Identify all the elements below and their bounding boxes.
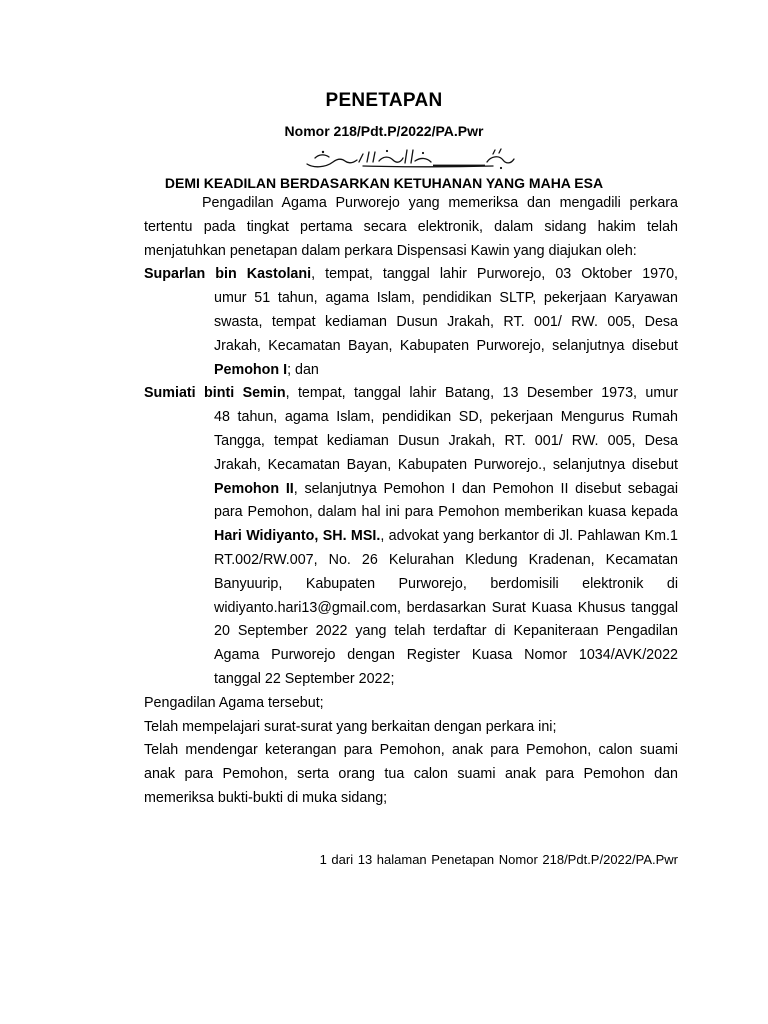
basmalah-calligraphy-icon: [303, 144, 518, 172]
party-1-rest: umur 51 tahun, agama Islam, pendidikan SLTP, pekerjaan Karyawan swasta, tempat kediaman Dusun Jrakah, RT. 001/ RW. 005, Desa Jrakah, Kecamatan Bayan, Kabupaten Purworejo, selanjutnya disebut: [214, 290, 678, 354]
party-2-name: Sumiati binti Semin: [144, 385, 286, 402]
party-2-rest-c: , advokat yang berkantor di Jl. Pahlawan Km.1 RT.002/RW.007, No. 26 Kelurahan Kledung Kradenan, Kecamatan Banyuurip, Kabupaten Purworejo, berdomisili elektronik di widiyanto.hari13@gmail.com, berdasarkan Surat Kuasa Khusus tanggal 20 September 2022 yang telah terdaftar di Kepaniteraan Pengadilan Agama Purworejo dengan Register Kuasa Nomor 1034/AVK/2022 tanggal 22 September 2022;: [214, 528, 678, 687]
heard-line: Telah mendengar keterangan para Pemohon, anak para Pemohon, calon suami anak para Pemohon, serta orang tua calon suami anak para Pemohon dan memeriksa bukti-bukti di muka sidang;: [144, 742, 678, 806]
studied-line: Telah mempelajari surat-surat yang berkaitan dengan perkara ini;: [144, 718, 557, 735]
party-2-details: [214, 406, 678, 692]
party-1-details: [214, 287, 678, 382]
court-line: Pengadilan Agama tersebut;: [144, 694, 324, 711]
document-title: PENETAPAN: [325, 90, 443, 111]
party-1-first-line: [144, 263, 678, 287]
party-2-rest-a: 48 tahun, agama Islam, pendidikan SD, pekerjaan Mengurus Rumah Tangga, tempat kediaman Dusun Jrakah, RT. 001/ RW. 005, Desa Jrakah, Kecamatan Bayan, Kabupaten Purworejo., selanjutnya disebut: [214, 409, 678, 473]
party-2-attorney: Hari Widiyanto, SH. MSI.: [214, 528, 381, 545]
party-2-first-line: [144, 382, 678, 406]
party-1-after-role: ; dan: [287, 361, 319, 378]
party-pemohon-2: [144, 382, 678, 691]
party-1-line1: , tempat, tanggal lahir Purworejo, 03 Oktober 1970,: [311, 266, 678, 283]
party-1-role: Pemohon I: [214, 361, 288, 378]
party-1-name: Suparlan bin Kastolani: [144, 266, 312, 283]
party-2-role: Pemohon II: [214, 480, 294, 497]
document-body: [144, 192, 678, 811]
intro-paragraph: Pengadilan Agama Purworejo yang memeriksa dan mengadili perkara tertentu pada tingkat pertama secara elektronik, dalam sidang hakim telah menjatuhkan penetapan dalam perkara Dispensasi Kawin yang diajukan oleh:: [144, 195, 678, 259]
party-pemohon-1: [144, 263, 678, 382]
page-footer: 1 dari 13 halaman Penetapan Nomor 218/Pdt.P/2022/PA.Pwr: [319, 852, 678, 867]
party-2-rest-b: , selanjutnya Pemohon I dan Pemohon II disebut sebagai para Pemohon, dalam hal ini para Pemohon memberikan kuasa kepada: [214, 480, 678, 521]
document-heading: DEMI KEADILAN BERDASARKAN KETUHANAN YANG MAHA ESA: [164, 175, 604, 191]
party-2-line1: , tempat, tanggal lahir Batang, 13 Desember 1973, umur: [285, 385, 678, 402]
document-number: Nomor 218/Pdt.P/2022/PA.Pwr: [284, 123, 484, 139]
